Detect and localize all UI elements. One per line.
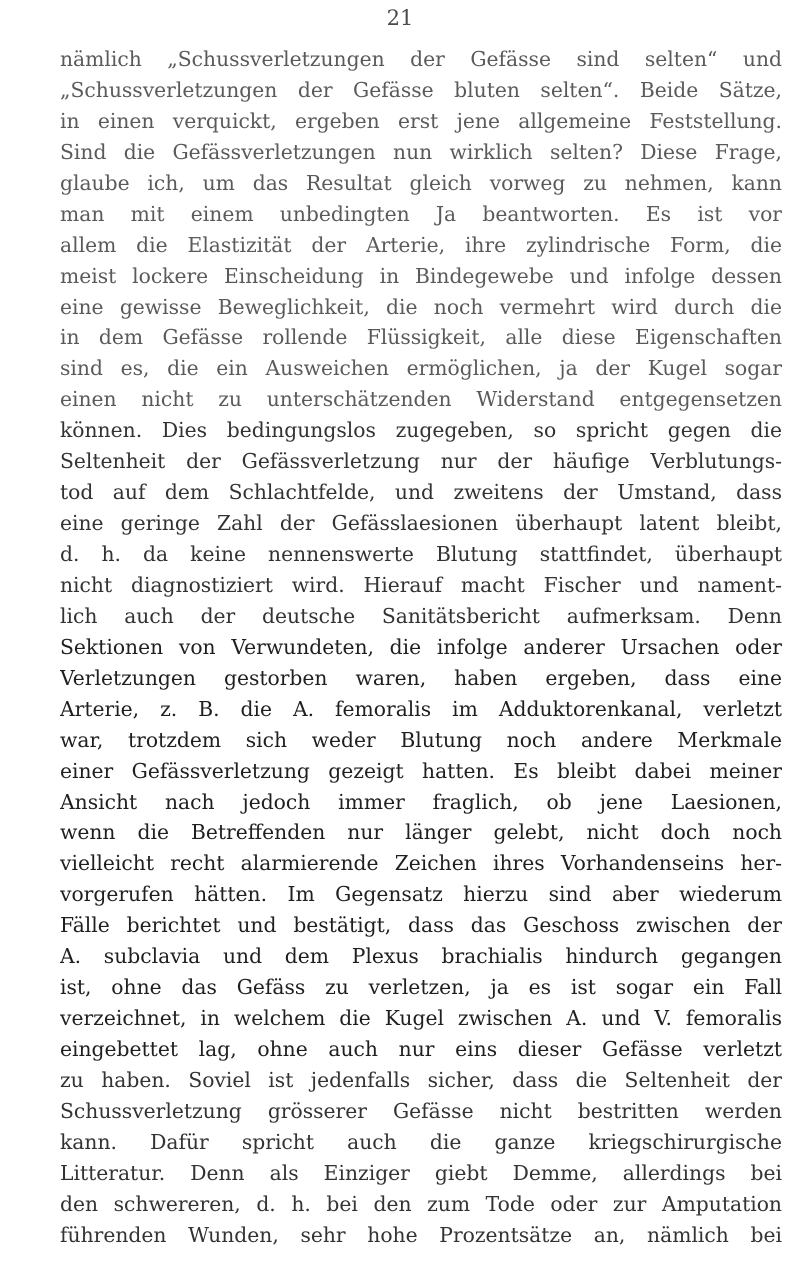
text-line: nicht diagnostiziert wird. Hierauf macht Fischer und nament- — [60, 572, 782, 597]
text-line: kann. Dafür spricht auch die ganze kriegschirurgische — [60, 1129, 782, 1154]
text-line: Fälle berichtet und bestätigt, dass das Geschoss zwischen der — [60, 913, 782, 938]
text-line: einer Gefässverletzung gezeigt hatten. Es bleibt dabei meiner — [60, 758, 782, 783]
text-line: in einen verquickt, ergeben erst jene allgemeine Feststellung. — [60, 108, 782, 133]
text-line: d. h. da keine nennenswerte Blutung stattfindet, überhaupt — [60, 542, 782, 566]
text-line: man mit einem unbedingten Ja beantworten. Es ist vor — [60, 201, 782, 226]
text-line: nämlich „Schussverletzungen der Gefässe sind selten“ und — [60, 47, 782, 71]
text-line: den schwereren, d. h. bei den zum Tode oder zur Amputation — [60, 1191, 782, 1216]
text-line: Seltenheit der Gefässverletzung nur der häufige Verblutungs- — [60, 449, 782, 474]
text-line: lich auch der deutsche Sanitätsbericht aufmerksam. Denn — [60, 603, 782, 628]
text-line: sind es, die ein Ausweichen ermöglichen, ja der Kugel sogar — [60, 356, 782, 381]
text-line: glaube ich, um das Resultat gleich vorweg zu nehmen, kann — [60, 170, 782, 195]
text-line: „Schussverletzungen der Gefässe bluten selten“. Beide Sätze, — [60, 77, 782, 102]
text-line: können. Dies bedingungslos zugegeben, so spricht gegen die — [60, 418, 782, 443]
text-line: in dem Gefässe rollende Flüssigkeit, alle diese Eigenschaften — [60, 325, 782, 350]
text-line: Schussverletzung grösserer Gefässe nicht bestritten werden — [60, 1098, 782, 1123]
text-line: Sind die Gefässverletzungen nun wirklich selten? Diese Frage, — [60, 139, 782, 164]
text-line: meist lockere Einscheidung in Bindegewebe und infolge dessen — [60, 263, 782, 288]
body-text — [60, 44, 782, 1251]
text-line: Arterie, z. B. die A. femoralis im Adduktorenkanal, verletzt — [60, 696, 782, 721]
text-line: allem die Elastizität der Arterie, ihre zylindrische Form, die — [60, 232, 782, 257]
text-line: A. subclavia und dem Plexus brachialis hindurch gegangen — [60, 944, 782, 969]
page-number: 21 — [386, 6, 414, 30]
text-line: eine geringe Zahl der Gefässlaesionen überhaupt latent bleibt, — [60, 511, 782, 536]
text-line: wenn die Betreffenden nur länger gelebt, nicht doch noch — [60, 820, 782, 845]
text-line: Sektionen von Verwundeten, die infolge anderer Ursachen oder — [60, 634, 782, 659]
text-line: zu haben. Soviel ist jedenfalls sicher, dass die Seltenheit der — [60, 1067, 782, 1092]
text-line: war, trotzdem sich weder Blutung noch andere Merkmale — [60, 727, 782, 752]
text-line: Litteratur. Denn als Einziger giebt Demme, allerdings bei — [60, 1160, 782, 1185]
text-line: vielleicht recht alarmierende Zeichen ihres Vorhandenseins her- — [60, 851, 782, 876]
text-line: führenden Wunden, sehr hohe Prozentsätze an, nämlich bei — [60, 1222, 782, 1247]
text-line: Verletzungen gestorben waren, haben ergeben, dass eine — [60, 665, 782, 690]
text-line: vorgerufen hätten. Im Gegensatz hierzu sind aber wiederum — [60, 882, 782, 907]
text-line: tod auf dem Schlachtfelde, und zweitens der Umstand, dass — [60, 480, 782, 505]
text-line: einen nicht zu unterschätzenden Widerstand entgegensetzen — [60, 387, 782, 412]
text-line: Ansicht nach jedoch immer fraglich, ob jene Laesionen, — [60, 789, 782, 814]
text-line: ist, ohne das Gefäss zu verletzen, ja es ist sogar ein Fall — [60, 975, 782, 1000]
text-line: eingebettet lag, ohne auch nur eins dieser Gefässe verletzt — [60, 1037, 782, 1061]
text-line: verzeichnet, in welchem die Kugel zwischen A. und V. femoralis — [60, 1006, 782, 1031]
text-line: eine gewisse Beweglichkeit, die noch vermehrt wird durch die — [60, 294, 782, 319]
